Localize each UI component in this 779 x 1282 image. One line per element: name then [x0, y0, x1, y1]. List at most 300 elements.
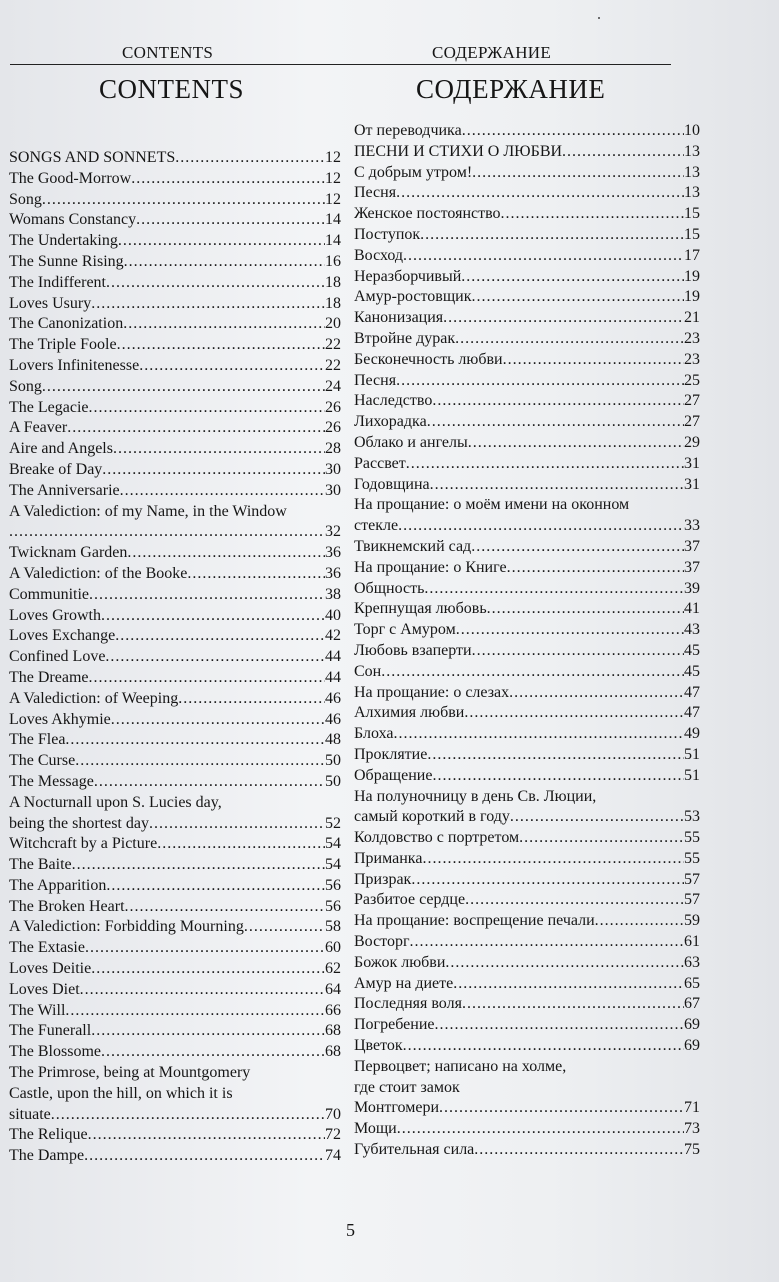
toc-entry-page: 19	[684, 288, 700, 306]
toc-entry	[354, 766, 700, 787]
toc-entry	[9, 959, 341, 980]
toc-leader-dots	[42, 377, 325, 398]
toc-entry	[354, 1098, 700, 1119]
toc-entry-title: Loves Usury	[9, 294, 92, 312]
toc-entry	[354, 890, 700, 911]
toc-leader-dots	[472, 641, 684, 662]
toc-entry-title: The Broken Heart	[9, 897, 125, 915]
toc-entry	[9, 439, 341, 460]
toc-entry-title: Годовщина	[354, 475, 430, 493]
toc-entry-title: The Baite	[9, 856, 72, 874]
toc-entry-title: The Legacie	[9, 398, 89, 416]
toc-entry-page: 26	[325, 398, 341, 416]
toc-entry-title: С добрым утром!	[354, 163, 473, 181]
toc-leader-dots	[396, 183, 684, 204]
toc-leader-dots	[397, 1119, 684, 1140]
toc-entry	[9, 689, 341, 710]
toc-entry	[9, 460, 341, 481]
toc-entry-title: A Valediction: of the Booke	[9, 564, 188, 582]
toc-leader-dots	[453, 974, 684, 995]
toc-entry-title: Обращение	[354, 766, 433, 784]
toc-entry-page: 68	[325, 1043, 341, 1061]
toc-leader-dots	[474, 1140, 684, 1161]
toc-entry	[354, 204, 700, 225]
toc-entry-title: The Dreame	[9, 668, 89, 686]
toc-entry	[9, 980, 341, 1001]
toc-leader-dots	[462, 994, 684, 1015]
toc-entry-page: 13	[684, 142, 700, 160]
toc-entry	[9, 148, 341, 169]
toc-leader-dots	[124, 252, 325, 273]
toc-leader-dots	[472, 163, 684, 184]
toc-leader-dots	[507, 558, 684, 579]
toc-entry-page: 66	[325, 1001, 341, 1019]
toc-leader-dots	[562, 142, 684, 163]
toc-leader-dots	[456, 620, 684, 641]
toc-entry-page: 46	[325, 689, 341, 707]
toc-entry-page: 12	[325, 149, 341, 166]
toc-entry	[9, 1021, 341, 1042]
toc-entry-title: Twicknam Garden	[9, 544, 128, 562]
toc-leader-dots	[462, 121, 684, 142]
toc-leader-dots	[9, 522, 325, 543]
toc-entry-title: Песня	[354, 184, 397, 202]
toc-leader-dots	[455, 329, 684, 350]
toc-entry-page: 30	[325, 460, 341, 478]
toc-entry	[354, 287, 700, 308]
toc-entry-title: ПЕСНИ И СТИХИ О ЛЮБВИ	[354, 142, 563, 160]
toc-leader-dots	[427, 412, 684, 433]
toc-entry-page: 57	[684, 870, 700, 888]
toc-entry-title: The Apparition	[9, 876, 107, 894]
toc-entry-page: 44	[325, 668, 341, 686]
toc-entry-page: 51	[684, 766, 700, 784]
toc-entry-title: The Triple Foole	[9, 336, 117, 354]
toc-entry	[9, 1146, 341, 1167]
toc-entry-title: На прощание: воспрещение печали	[354, 912, 595, 930]
toc-leader-dots	[420, 225, 684, 246]
toc-leader-dots	[510, 807, 684, 828]
toc-entry-title: Призрак	[354, 870, 412, 888]
toc-entry	[354, 391, 700, 412]
toc-leader-dots	[432, 391, 684, 412]
toc-leader-dots	[178, 689, 325, 710]
toc-leader-dots	[136, 210, 325, 231]
toc-entry-page: 59	[684, 912, 700, 930]
toc-entry-page: 24	[325, 377, 341, 395]
toc-leader-dots	[471, 537, 684, 558]
toc-leader-dots	[393, 724, 684, 745]
toc-entry-title: Бесконечность любви	[354, 350, 503, 368]
toc-entry-page: 53	[684, 808, 700, 826]
toc-leader-dots	[595, 911, 684, 932]
toc-entry-title: The Funerall	[9, 1022, 92, 1040]
toc-entry	[9, 377, 341, 398]
toc-entry-title: The Indifferent	[9, 273, 106, 291]
toc-entry-title: Castle, upon the hill, on which it is	[9, 1084, 233, 1102]
toc-entry-title: The Message	[9, 772, 94, 790]
toc-entry-title: A Nocturnall upon S. Lucies day,	[9, 793, 222, 811]
toc-entry-page: 55	[684, 849, 700, 867]
toc-entry-title: Breake of Day	[9, 460, 103, 478]
toc-entry-title: Loves Deitie	[9, 960, 92, 978]
toc-entry-page: 16	[325, 252, 341, 270]
toc-entry	[354, 620, 700, 641]
toc-leader-dots	[84, 1146, 325, 1167]
toc-entry-page: 45	[684, 641, 700, 659]
toc-leader-dots	[101, 1042, 325, 1063]
toc-leader-dots	[472, 287, 685, 308]
toc-entry	[354, 350, 700, 371]
toc-entry	[354, 225, 700, 246]
toc-entry-title: Мощи	[354, 1120, 397, 1138]
toc-entry-title: The Curse	[9, 752, 76, 770]
toc-entry	[354, 703, 700, 724]
toc-leader-dots	[113, 439, 325, 460]
toc-entry-title: Loves Diet	[9, 980, 80, 998]
toc-entry	[9, 897, 341, 918]
toc-entry-page: 70	[325, 1105, 341, 1123]
toc-entry-page: 73	[684, 1120, 700, 1138]
toc-entry-title: Монтгомери	[354, 1099, 440, 1117]
toc-entry-page: 27	[684, 392, 700, 410]
toc-leader-dots	[80, 980, 325, 1001]
toc-leader-dots	[503, 350, 684, 371]
toc-entry	[9, 543, 341, 564]
toc-leader-dots	[403, 1036, 684, 1057]
toc-entry	[354, 412, 700, 433]
toc-entry	[354, 870, 700, 891]
toc-entry-page: 51	[684, 745, 700, 763]
toc-entry-title: The Extasie	[9, 939, 85, 957]
toc-entry-page: 21	[684, 309, 700, 327]
toc-entry-title: Сон	[354, 662, 382, 680]
toc-entry	[354, 579, 700, 600]
toc-entry-page: 45	[684, 662, 700, 680]
toc-entry-title: Женское постоянство	[354, 205, 501, 223]
toc-entry-title: The Undertaking	[9, 232, 118, 250]
toc-entry-page: 62	[325, 960, 341, 978]
toc-leader-dots	[175, 148, 325, 169]
toc-leader-dots	[398, 516, 684, 537]
contents-title-english: CONTENTS	[99, 74, 244, 104]
toc-entry-page: 38	[325, 585, 341, 603]
toc-entry-page: 33	[684, 517, 700, 535]
toc-leader-dots	[445, 953, 684, 974]
toc-entry	[354, 683, 700, 704]
toc-entry-title: Приманка	[354, 849, 423, 867]
toc-entry-page: 30	[325, 481, 341, 499]
header-rule	[10, 64, 671, 65]
toc-entry-page: 22	[325, 356, 341, 374]
toc-entry	[9, 917, 341, 938]
toc-leader-dots	[94, 772, 325, 793]
toc-entry	[354, 121, 700, 142]
toc-entry-page: 28	[325, 440, 341, 458]
toc-entry-page: 14	[325, 211, 341, 229]
toc-leader-dots	[139, 356, 325, 377]
toc-entry	[354, 454, 700, 475]
toc-entry-page: 39	[684, 579, 700, 597]
toc-entry-title: The Canonization	[9, 315, 124, 333]
toc-entry	[354, 475, 700, 496]
toc-entry-page: 67	[684, 995, 700, 1013]
toc-leader-dots	[410, 932, 684, 953]
toc-entry-page: 63	[684, 953, 700, 971]
toc-entry	[354, 911, 700, 932]
toc-entry	[354, 1140, 700, 1161]
toc-leader-dots	[115, 626, 325, 647]
toc-entry	[9, 356, 341, 377]
toc-entry-page: 71	[684, 1099, 700, 1117]
toc-leader-dots	[187, 564, 325, 585]
toc-leader-dots	[65, 1001, 325, 1022]
toc-entry-page: 58	[325, 918, 341, 936]
toc-entry-page: 20	[325, 315, 341, 333]
toc-entry	[9, 210, 341, 231]
toc-leader-dots	[432, 766, 684, 787]
toc-entry	[9, 1084, 341, 1105]
toc-entry	[9, 273, 341, 294]
toc-entry-page: 65	[684, 974, 700, 992]
toc-leader-dots	[123, 314, 325, 335]
toc-entry-page: 19	[684, 267, 700, 285]
russian-contents-list	[354, 121, 700, 1161]
toc-leader-dots	[487, 599, 684, 620]
toc-leader-dots	[106, 273, 325, 294]
toc-entry-page: 75	[684, 1141, 700, 1159]
toc-entry	[354, 537, 700, 558]
toc-entry	[354, 433, 700, 454]
toc-leader-dots	[117, 335, 325, 356]
toc-entry	[354, 787, 700, 808]
toc-entry-page: 36	[325, 544, 341, 562]
toc-leader-dots	[42, 190, 325, 211]
toc-leader-dots	[120, 481, 325, 502]
running-header-right: СОДЕРЖАНИЕ	[432, 43, 552, 62]
toc-entry-title: стекле	[354, 517, 399, 535]
toc-entry-page: 37	[684, 537, 700, 555]
toc-entry-title: Любовь взаперти	[354, 641, 472, 659]
toc-entry	[354, 849, 700, 870]
toc-leader-dots	[89, 585, 325, 606]
toc-entry-title: На полуночницу в день Св. Люции,	[354, 787, 597, 805]
toc-entry	[9, 335, 341, 356]
toc-entry-page: 10	[684, 122, 700, 139]
toc-leader-dots	[430, 475, 684, 496]
toc-leader-dots	[91, 959, 325, 980]
toc-leader-dots	[403, 246, 684, 267]
toc-entry-page: 52	[325, 814, 341, 832]
toc-entry	[354, 308, 700, 329]
toc-entry	[9, 294, 341, 315]
toc-leader-dots	[118, 231, 325, 252]
toc-leader-dots	[427, 745, 684, 766]
toc-entry-page: 44	[325, 648, 341, 666]
toc-entry-page: 18	[325, 273, 341, 291]
toc-entry	[9, 169, 341, 190]
toc-leader-dots	[67, 418, 325, 439]
toc-leader-dots	[85, 938, 325, 959]
toc-entry-title: Алхимия любви	[354, 704, 465, 722]
toc-entry	[9, 751, 341, 772]
toc-leader-dots	[464, 703, 684, 724]
toc-entry-page: 22	[325, 336, 341, 354]
toc-entry-title: The Primrose, being at Mountgomery	[9, 1064, 251, 1082]
toc-entry-title: Колдовство с портретом	[354, 829, 520, 847]
toc-leader-dots	[125, 897, 325, 918]
toc-entry-page: 40	[325, 606, 341, 624]
toc-entry-page: 14	[325, 232, 341, 250]
toc-entry-page: 47	[684, 704, 700, 722]
toc-entry-page: 27	[684, 413, 700, 431]
toc-leader-dots	[91, 294, 325, 315]
toc-leader-dots	[131, 169, 325, 190]
toc-leader-dots	[89, 668, 325, 689]
toc-leader-dots	[465, 890, 684, 911]
toc-entry-title: Womans Constancy	[9, 211, 137, 229]
toc-entry-page: 12	[325, 190, 341, 208]
toc-entry	[354, 974, 700, 995]
toc-leader-dots	[149, 814, 325, 835]
toc-entry-page: 43	[684, 621, 700, 639]
toc-entry-title: Твикнемский сад	[354, 537, 472, 555]
toc-entry-page: 41	[684, 600, 700, 618]
toc-entry-page: 64	[325, 980, 341, 998]
toc-entry	[354, 828, 700, 849]
toc-entry-title: Погребение	[354, 1016, 435, 1034]
toc-entry-title: The Anniversarie	[9, 481, 120, 499]
toc-entry-title: Witchcraft by a Picture	[9, 835, 158, 853]
toc-entry-title: The Will	[9, 1001, 66, 1019]
english-contents-list	[9, 148, 341, 1167]
toc-entry-page: 36	[325, 564, 341, 582]
toc-entry-title: Цветок	[354, 1037, 403, 1055]
toc-entry	[354, 932, 700, 953]
toc-entry-title: Последняя воля	[354, 995, 462, 1013]
toc-entry-page: 18	[325, 294, 341, 312]
toc-entry-title: Блоха	[354, 725, 394, 743]
toc-entry	[9, 814, 341, 835]
toc-entry-title: A Valediction: Forbidding Mourning	[9, 918, 244, 936]
toc-entry-title: На прощание: о слезах	[354, 683, 510, 701]
toc-entry-page: 32	[325, 523, 341, 541]
contents-title-russian: СОДЕРЖАНИЕ	[416, 74, 606, 104]
toc-entry	[9, 1001, 341, 1022]
toc-entry-page: 42	[325, 627, 341, 645]
toc-entry-title: situate	[9, 1105, 51, 1123]
toc-leader-dots	[72, 855, 325, 876]
toc-leader-dots	[105, 647, 325, 668]
toc-entry	[9, 1105, 341, 1126]
toc-entry-title: The Relique	[9, 1126, 88, 1144]
toc-entry	[9, 585, 341, 606]
toc-entry-title: Амур на диете	[354, 974, 454, 992]
toc-entry-title: A Valediction: of Weeping	[9, 689, 179, 707]
toc-entry	[354, 745, 700, 766]
toc-entry-page: 15	[684, 225, 700, 243]
toc-entry-page: 56	[325, 876, 341, 894]
toc-entry-page: 74	[325, 1147, 341, 1165]
toc-entry-title: The Sunne Rising	[9, 252, 124, 270]
toc-entry	[354, 1078, 700, 1099]
toc-leader-dots	[91, 1021, 325, 1042]
toc-entry-title: Наследство	[354, 392, 433, 410]
toc-entry	[9, 314, 341, 335]
toc-entry-title: Первоцвет; написано на холме,	[354, 1057, 567, 1075]
toc-leader-dots	[88, 1125, 325, 1146]
toc-entry	[9, 398, 341, 419]
toc-entry-page: 60	[325, 939, 341, 957]
toc-leader-dots	[244, 917, 325, 938]
toc-entry-page: 50	[325, 772, 341, 790]
toc-entry	[9, 730, 341, 751]
toc-entry-page: 54	[325, 856, 341, 874]
toc-entry-page: 31	[684, 475, 700, 493]
toc-entry	[9, 793, 341, 814]
toc-entry-title: Амур-ростовщик	[354, 288, 472, 306]
toc-entry-title: Губительная сила	[354, 1141, 475, 1159]
toc-entry	[9, 606, 341, 627]
toc-entry-title: Loves Exchange	[9, 627, 116, 645]
toc-entry-title: Поступок	[354, 225, 421, 243]
toc-entry	[9, 772, 341, 793]
toc-entry-page: 69	[684, 1016, 700, 1034]
toc-entry-page: 25	[684, 371, 700, 389]
toc-entry-title: Confined Love	[9, 648, 106, 666]
toc-entry-page: 55	[684, 829, 700, 847]
toc-entry-title: Лихорадка	[354, 413, 427, 431]
toc-entry	[354, 371, 700, 392]
toc-entry	[9, 938, 341, 959]
toc-entry-title: Общность	[354, 579, 425, 597]
toc-entry	[354, 1057, 700, 1078]
toc-leader-dots	[396, 371, 684, 392]
toc-entry	[354, 599, 700, 620]
toc-leader-dots	[111, 710, 325, 731]
toc-entry	[354, 807, 700, 828]
toc-entry-page: 29	[684, 433, 700, 451]
toc-entry-title: The Dampe	[9, 1147, 85, 1165]
toc-entry	[354, 516, 700, 537]
toc-entry-title: Aire and Angels	[9, 440, 113, 458]
toc-leader-dots	[501, 204, 684, 225]
toc-entry	[354, 1119, 700, 1140]
toc-entry-title: От переводчика	[354, 122, 462, 139]
toc-entry	[9, 876, 341, 897]
toc-entry-title: being the shortest day	[9, 814, 149, 832]
toc-leader-dots	[468, 433, 684, 454]
toc-leader-dots	[101, 606, 325, 627]
toc-entry-title: Облако и ангелы	[354, 433, 468, 451]
toc-entry-page: 12	[325, 169, 341, 187]
toc-leader-dots	[411, 870, 684, 891]
toc-leader-dots	[424, 579, 684, 600]
toc-entry-title: Восторг	[354, 933, 410, 951]
toc-entry	[9, 647, 341, 668]
toc-entry	[354, 183, 700, 204]
toc-entry-title: Втройне дурак	[354, 329, 456, 347]
toc-leader-dots	[406, 454, 684, 475]
toc-entry-page: 49	[684, 725, 700, 743]
toc-entry	[354, 267, 700, 288]
toc-entry-title: The Good-Morrow	[9, 169, 132, 187]
toc-entry-title: A Valediction: of my Name, in the Window	[9, 502, 287, 520]
toc-entry-title: самый короткий в году	[354, 808, 510, 826]
toc-entry	[9, 564, 341, 585]
toc-entry	[9, 522, 341, 543]
toc-entry-page: 31	[684, 454, 700, 472]
